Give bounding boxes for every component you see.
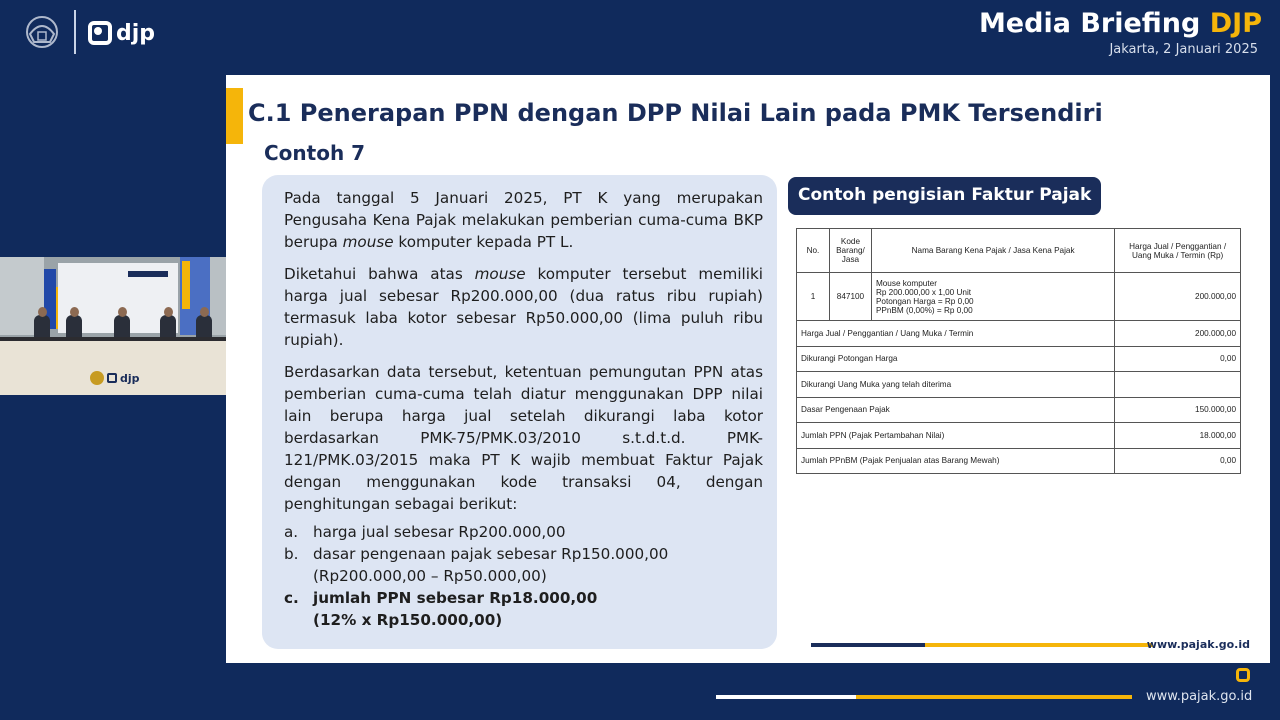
desk-djp-icon — [107, 373, 117, 383]
video-person-head — [38, 307, 47, 317]
table-summary-row — [797, 423, 1241, 449]
video-desk — [0, 341, 243, 395]
summary-label: Dikurangi Potongan Harga — [797, 346, 1115, 372]
item-line: PPnBM (0,00%) = Rp 0,00 — [875, 305, 973, 315]
header-nama: Nama Barang Kena Pajak / Jasa Kena Pajak — [871, 229, 1114, 273]
video-person — [66, 315, 82, 339]
video-person — [34, 315, 50, 339]
list-item-text — [313, 587, 763, 631]
slide-title-accent — [226, 88, 243, 144]
summary-label: Dikurangi Uang Muka yang telah diterima — [797, 372, 1115, 398]
summary-value: 150.000,00 — [1115, 397, 1241, 423]
video-person-head — [118, 307, 127, 317]
presentation-slide — [226, 75, 1270, 663]
item-line: Potongan Harga = Rp 0,00 — [875, 296, 974, 306]
djp-logo-text: djp — [116, 20, 156, 46]
list-item — [284, 543, 763, 587]
list-item-label: a. — [284, 523, 299, 541]
summary-label: Jumlah PPN (Pajak Pertambahan Nilai) — [797, 423, 1115, 449]
paragraph-1 — [284, 187, 763, 253]
briefing-title-accent: DJP — [1209, 8, 1262, 39]
speaker-video-feed[interactable] — [0, 257, 243, 395]
list-item-label: b. — [284, 545, 299, 563]
header-harga: Harga Jual / Penggantian / Uang Muka / Termin (Rp) — [1115, 229, 1241, 273]
p1-text-b: komputer kepada PT L. — [393, 233, 574, 251]
video-person-head — [70, 307, 79, 317]
list-item — [284, 587, 763, 631]
list-item-line: (12% x Rp150.000,00) — [313, 611, 503, 629]
summary-label: Dasar Pengenaan Pajak — [797, 397, 1115, 423]
djp-logo — [88, 18, 155, 48]
summary-value — [1115, 372, 1241, 398]
list-item-text: harga jual sebesar Rp200.000,00 — [313, 523, 566, 541]
list-item-text — [313, 543, 763, 587]
cell-no: 1 — [797, 273, 830, 321]
summary-value: 200.000,00 — [1115, 321, 1241, 347]
slide-subtitle: Contoh 7 — [264, 141, 366, 165]
desk-logo-text: djp — [120, 371, 140, 385]
list-item-line: jumlah PPN sebesar Rp18.000,00 — [313, 589, 598, 607]
table-summary-row — [797, 397, 1241, 423]
summary-value: 0,00 — [1115, 448, 1241, 474]
desk-emblem-icon — [90, 371, 104, 385]
video-person — [160, 315, 176, 339]
slide-footer-bar-dark — [811, 643, 925, 647]
briefing-date: Jakarta, 2 Januari 2025 — [1109, 42, 1258, 57]
footer-bar-yellow — [856, 695, 1132, 699]
logo-divider — [74, 10, 76, 54]
p1-text-em: mouse — [342, 233, 394, 251]
faktur-pajak-table — [796, 228, 1241, 474]
video-desk-logo — [90, 371, 140, 385]
djp-corner-icon — [1236, 668, 1250, 682]
item-line: Mouse komputer — [875, 278, 937, 288]
p2-text-a: Diketahui bahwa atas — [284, 265, 475, 283]
list-item-line: dasar pengenaan pajak sebesar Rp150.000,00 — [313, 545, 669, 563]
slide-title: C.1 Penerapan PPN dengan DPP Nilai Lain pada PMK Tersendiri — [248, 99, 1103, 127]
footer-url: www.pajak.go.id — [1146, 689, 1253, 704]
video-person — [196, 315, 212, 339]
table-header-row — [797, 229, 1241, 273]
table-summary-row — [797, 346, 1241, 372]
list-item-line: (Rp200.000,00 – Rp50.000,00) — [313, 567, 547, 585]
kemenkeu-emblem-icon — [22, 12, 62, 52]
p2-text-b: komputer tersebut memiliki harga jual sebesar Rp200.000,00 (dua ratus ribu rupiah) termasuk laba kotor sebesar Rp50.000,00 (lima puluh ribu rupiah). — [284, 265, 763, 349]
cell-harga: 200.000,00 — [1115, 273, 1241, 321]
table-summary-row — [797, 372, 1241, 398]
list-item — [284, 521, 763, 543]
header-no: No. — [797, 229, 830, 273]
p2-text-em: mouse — [474, 265, 526, 283]
example-description-box — [262, 175, 777, 649]
footer-bar-white — [716, 695, 856, 699]
table-row — [797, 273, 1241, 321]
faktur-table-heading: Contoh pengisian Faktur Pajak — [788, 177, 1101, 215]
briefing-title-main: Media Briefing — [978, 8, 1210, 39]
summary-label: Harga Jual / Penggantian / Uang Muka / Termin — [797, 321, 1115, 347]
table-summary-row — [797, 321, 1241, 347]
paragraph-3: Berdasarkan data tersebut, ketentuan pemungutan PPN atas pemberian cuma-cuma telah diatur menggunakan DPP nilai lain berupa harga jual setelah dikurangi laba kotor berdasarkan PMK-75/PMK.03/2010 s.t.d.t.d. PMK-121/PMK.03/2015 maka PT K wajib membuat Faktur Pajak dengan menggunakan kode transaksi 04, dengan penghitungan sebagai berikut: — [284, 363, 763, 513]
summary-label: Jumlah PPnBM (Pajak Penjualan atas Barang Mewah) — [797, 448, 1115, 474]
video-person — [114, 315, 130, 339]
list-item-label: c. — [284, 589, 299, 607]
summary-value: 0,00 — [1115, 346, 1241, 372]
slide-url: www.pajak.go.id — [1146, 638, 1250, 651]
footer-bar — [716, 695, 1132, 699]
cell-nama — [871, 273, 1114, 321]
slide-footer-bar — [811, 643, 1153, 647]
cell-kode: 847100 — [829, 273, 871, 321]
djp-logo-icon — [88, 21, 112, 45]
video-person-head — [164, 307, 173, 317]
item-line: Rp 200.000,00 x 1,00 Unit — [875, 287, 972, 297]
paragraph-2 — [284, 263, 763, 351]
table-summary-row — [797, 448, 1241, 474]
header-kode: Kode Barang/ Jasa — [829, 229, 871, 273]
media-briefing-title — [979, 8, 1262, 39]
video-backdrop-yellow-right — [182, 261, 190, 309]
p1-text-a: Pada tanggal 5 Januari 2025, PT K yang merupakan Pengusaha Kena Pajak melakukan pemberian cuma-cuma BKP berupa — [284, 189, 763, 251]
video-person-head — [200, 307, 209, 317]
summary-value: 18.000,00 — [1115, 423, 1241, 449]
slide-footer-bar-yellow — [925, 643, 1153, 647]
